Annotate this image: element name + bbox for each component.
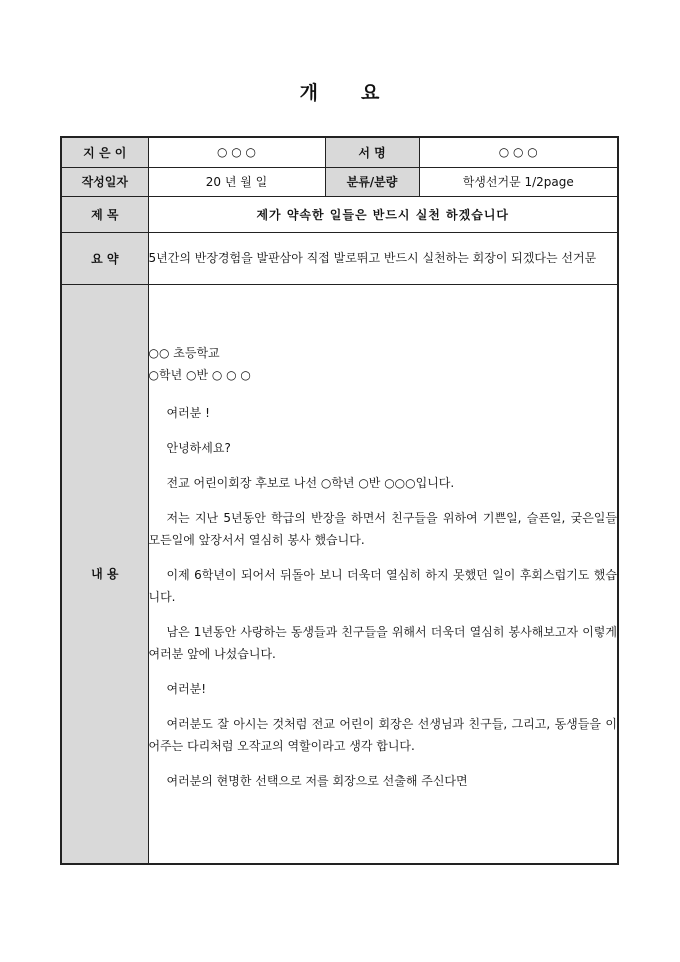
document-title xyxy=(0,78,680,105)
date-label: 작성일자 xyxy=(61,167,148,196)
paragraph: 여러분! xyxy=(166,682,207,697)
class-line: ○학년 ○반 ○ ○ ○ xyxy=(148,368,251,383)
summary-row xyxy=(61,232,618,284)
overview-table xyxy=(60,136,619,865)
paragraph: 전교 어린이회장 후보로 나선 ○학년 ○반 ○○○입니다. xyxy=(166,476,455,491)
subject-label: 제 목 xyxy=(61,196,148,232)
content-label: 내 용 xyxy=(61,284,148,864)
name-label: 서 명 xyxy=(325,137,419,167)
content-row xyxy=(61,284,618,864)
paragraph: 안녕하세요? xyxy=(166,441,231,456)
title-part-2: 요 xyxy=(361,82,381,104)
summary-label: 요 약 xyxy=(61,232,148,284)
paragraph: 이제 6학년이 되어서 뒤돌아 보니 더욱더 열심히 하지 못했던 일이 후회스럽기도 했습니다. xyxy=(148,568,617,605)
author-value: ○ ○ ○ xyxy=(148,137,325,167)
content-body xyxy=(148,284,618,864)
paragraph: 여러분의 현명한 선택으로 저를 회장으로 선출해 주신다면 xyxy=(166,774,468,789)
paragraph: 저는 지난 5년동안 학급의 반장을 하면서 친구들을 위하여 기쁜일, 슬픈일, 궂은일들 모든일에 앞장서서 열심히 봉사 했습니다. xyxy=(148,511,617,548)
title-part-1: 개 xyxy=(299,82,319,104)
school-line: ○○ 초등학교 xyxy=(148,346,220,361)
date-value: 20 년 월 일 xyxy=(148,167,325,196)
paragraph: 여러분 ! xyxy=(166,406,210,421)
author-label: 지 은 이 xyxy=(61,137,148,167)
name-value: ○ ○ ○ xyxy=(419,137,618,167)
paragraph: 남은 1년동안 사랑하는 동생들과 친구들을 위해서 더욱더 열심히 봉사해보고자 이렇게 여러분 앞에 나섰습니다. xyxy=(148,625,617,662)
category-label: 분류/분량 xyxy=(325,167,419,196)
subject-value: 제가 약속한 일들은 반드시 실천 하겠습니다 xyxy=(148,196,618,232)
category-value: 학생선거문 1/2page xyxy=(419,167,618,196)
paragraph: 여러분도 잘 아시는 것처럼 전교 어린이 회장은 선생님과 친구들, 그리고, 동생들을 이어주는 다리처럼 오작교의 역할이라고 생각 합니다. xyxy=(148,717,617,754)
subject-row xyxy=(61,196,618,232)
summary-value: 5년간의 반장경험을 발판삼아 직접 발로뛰고 반드시 실천하는 회장이 되겠다는 선거문 xyxy=(148,232,618,284)
author-row xyxy=(61,137,618,167)
date-row xyxy=(61,167,618,196)
